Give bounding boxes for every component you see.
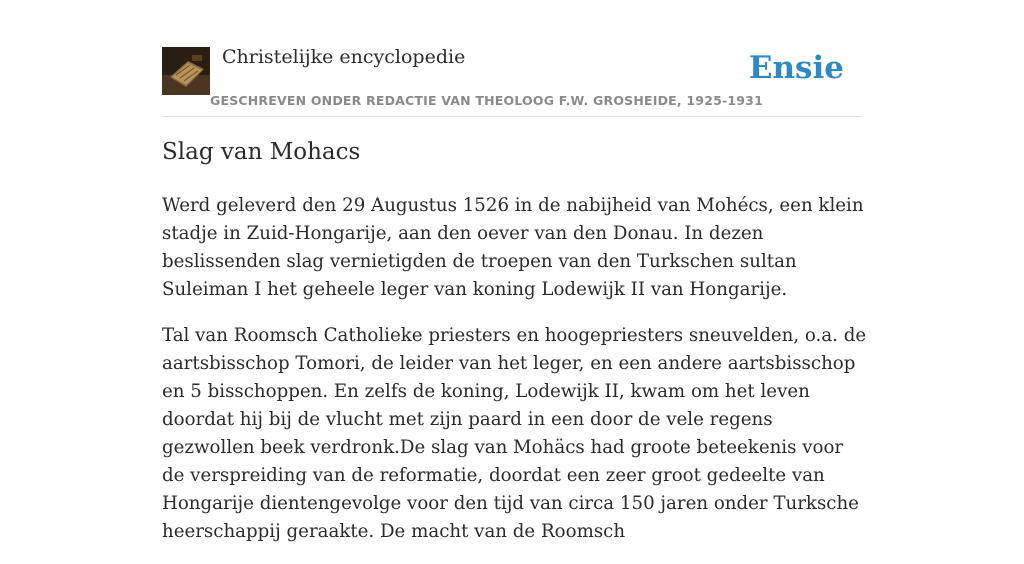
article-paragraph: Tal van Roomsch Catholieke priesters en hoogepriesters sneuvelden, o.a. de aartsbisschop Tomori, de leider van het leger, en een andere aartsbisschop en 5 bisschoppen. En zelfs de koning, Lodewijk II, kwam om het leven doordat hij bij de vlucht met zijn paard in een door de vele regens gezwollen beek verdronk.De slag van Mohäcs had groote beteekenis voor de verspreiding van de reformatie, doordat een zeer groot gedeelte van Hongarije dientengevolge voor den tijd van circa 150 jaren onder Turksche heerschappij geraakte. De macht van de Roomsch xyxy=(162,325,867,542)
article-title: Slag van Mohacs xyxy=(162,139,361,165)
source-avatar[interactable] xyxy=(162,47,210,95)
article-paragraph: Werd geleverd den 29 Augustus 1526 in de nabijheid van Mohécs, een klein stadje in Zuid-Hongarije, aan den oever van den Donau. In dezen beslissenden slag vernietigden de troepen van den Turkschen sultan Suleiman I het geheele leger van koning Lodewijk II van Hongarije. xyxy=(162,195,864,300)
source-title[interactable]: Christelijke encyclopedie xyxy=(222,46,466,68)
source-header xyxy=(162,46,862,117)
source-subtitle: GESCHREVEN ONDER REDACTIE VAN THEOLOOG F.W. GROSHEIDE, 1925-1931 xyxy=(210,93,763,108)
article-body xyxy=(162,192,867,564)
brand-logo[interactable]: Ensie xyxy=(748,50,844,86)
book-image-icon xyxy=(162,47,210,95)
